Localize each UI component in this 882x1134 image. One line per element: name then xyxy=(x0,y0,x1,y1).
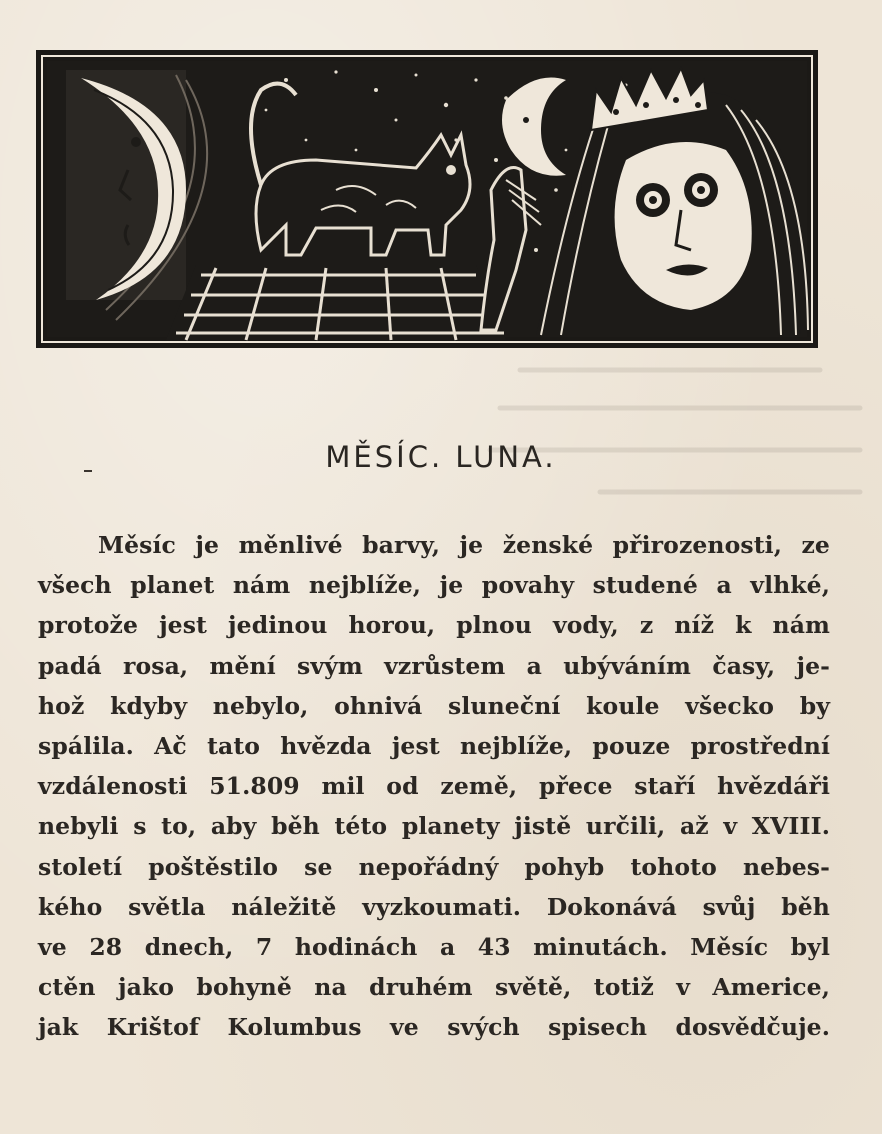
text-line: ctěn jako bohyně na druhém světě, totiž v Americe, xyxy=(38,973,830,1002)
text-line: hož kdyby nebylo, ohnivá sluneční koule všecko by xyxy=(38,691,830,720)
bleed-through-text xyxy=(0,350,882,520)
text-line: nebyli s to, aby běh této planety jistě určili, až v XVIII. xyxy=(38,812,830,841)
text-line: spálila. Ač tato hvězda jest nejblíže, pouze prostřední xyxy=(38,731,830,760)
text-line: padá rosa, mění svým vzrůstem a ubýváním časy, je- xyxy=(38,651,830,680)
chapter-title: MĚSÍC. LUNA. xyxy=(325,440,557,474)
text-line: vzdálenosti 51.809 mil od země, přece staří hvězdáři xyxy=(38,772,830,801)
text-line: protože jest jedinou horou, plnou vody, z níž k nám xyxy=(38,611,830,640)
text-line: všech planet nám nejblíže, je povahy studené a vlhké, xyxy=(38,571,830,600)
woodcut-moon-cat-woman-illustration xyxy=(36,50,818,348)
text-line: kého světla náležitě vyzkoumati. Dokonává svůj běh xyxy=(38,892,830,921)
text-line: Měsíc je měnlivé barvy, je ženské přirozenosti, ze xyxy=(98,531,830,559)
text-line: jak Krištof Kolumbus ve svých spisech dosvědčuje. xyxy=(38,1013,830,1042)
chapter-paragraph xyxy=(38,525,830,1047)
text-line: století poštěstilo se nepořádný pohyb tohoto nebes- xyxy=(38,852,830,881)
text-line: ve 28 dnech, 7 hodinách a 43 minutách. Měsíc byl xyxy=(38,932,830,961)
